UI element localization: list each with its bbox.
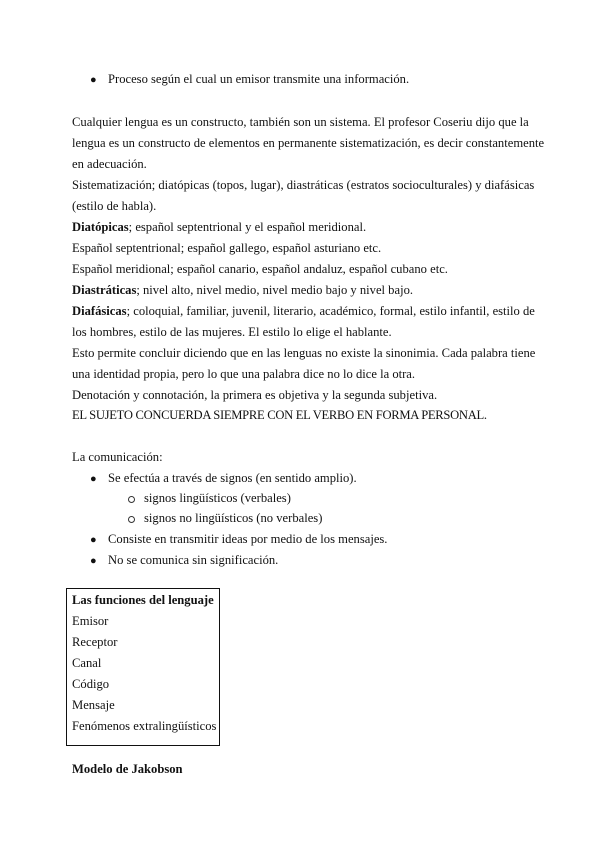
comunicacion-bullet-2: Consiste en transmitir ideas por medio de los mensajes. (108, 532, 388, 546)
denotacion-line: Denotación y connotación, la primera es objetiva y la segunda subjetiva. (72, 388, 438, 402)
bullet-dot: ● (90, 555, 97, 567)
funciones-item: Receptor (72, 635, 118, 649)
diastraticas-term: Diastráticas (72, 283, 137, 297)
funciones-item: Código (72, 677, 110, 691)
septentrional-line: Español septentrional; español gallego, español asturiano etc. (72, 241, 382, 255)
sistematizacion-line-2: (estilo de habla). (72, 199, 157, 213)
diastraticas-line (72, 283, 528, 298)
sistematizacion-line-1: Sistematización; diatópicas (topos, lugar), diastráticas (estratos socioculturales) y diafásicas (72, 178, 535, 192)
bullet-dot: ● (90, 74, 97, 86)
funciones-item: Mensaje (72, 698, 115, 712)
comunicacion-heading: La comunicación: (72, 450, 163, 464)
comunicacion-bullet-3: No se comunica sin significación. (108, 553, 279, 567)
diafasicas-line-1 (72, 304, 535, 319)
diafasicas-line-2: los hombres, estilo de las mujeres. El estilo lo elige el hablante. (72, 325, 392, 339)
diastraticas-text: ; nivel alto, nivel medio, nivel medio bajo y nivel bajo. (136, 283, 414, 297)
modelo-heading-text: Modelo de Jakobson (72, 762, 183, 776)
diatopicas-text: ; español septentrional y el español meridional. (128, 220, 367, 234)
funciones-item: Emisor (72, 614, 109, 628)
sinonimia-line-2: una identidad propia, pero lo que una palabra dice no lo dice la otra. (72, 367, 416, 381)
meridional-line: Español meridional; español canario, español andaluz, español cubano etc. (72, 262, 448, 276)
sinonimia-line-1: Esto permite concluir diciendo que en las lenguas no existe la sinonimia. Cada palabra tiene (72, 346, 536, 360)
modelo-heading (72, 762, 183, 777)
diafasicas-term: Diafásicas (72, 304, 127, 318)
hollow-bullet-icon (128, 516, 135, 523)
diafasicas-text: ; coloquial, familiar, juvenil, literario, académico, formal, estilo infantil, estilo de (126, 304, 535, 318)
diatopicas-term: Diatópicas (72, 220, 129, 234)
bullet-dot: ● (90, 473, 97, 485)
comunicacion-sub-1: signos lingüísticos (verbales) (144, 491, 291, 505)
funciones-item: Canal (72, 656, 102, 670)
paragraph-1-line-2: lengua es un constructo de elementos en permanente sistematización, es decir constantemente (72, 136, 545, 150)
comunicacion-bullet-1: Se efectúa a través de signos (en sentido amplio). (108, 471, 357, 485)
paragraph-1-line-3: en adecuación. (72, 157, 147, 171)
paragraph-1-line-1: Cualquier lengua es un constructo, también son un sistema. El profesor Coseriu dijo que la (72, 115, 529, 129)
funciones-title-text: Las funciones del lenguaje (72, 593, 214, 607)
sujeto-line: EL SUJETO CONCUERDA SIEMPRE CON EL VERBO EN FORMA PERSONAL. (72, 408, 487, 422)
funciones-item: Fenómenos extralingüísticos (72, 719, 217, 733)
bullet-dot: ● (90, 534, 97, 546)
top-bullet-text: Proceso según el cual un emisor transmite una información. (108, 72, 410, 86)
funciones-title (72, 593, 214, 608)
comunicacion-sub-2: signos no lingüísticos (no verbales) (144, 511, 323, 525)
diatopicas-line (72, 220, 528, 235)
hollow-bullet-icon (128, 496, 135, 503)
